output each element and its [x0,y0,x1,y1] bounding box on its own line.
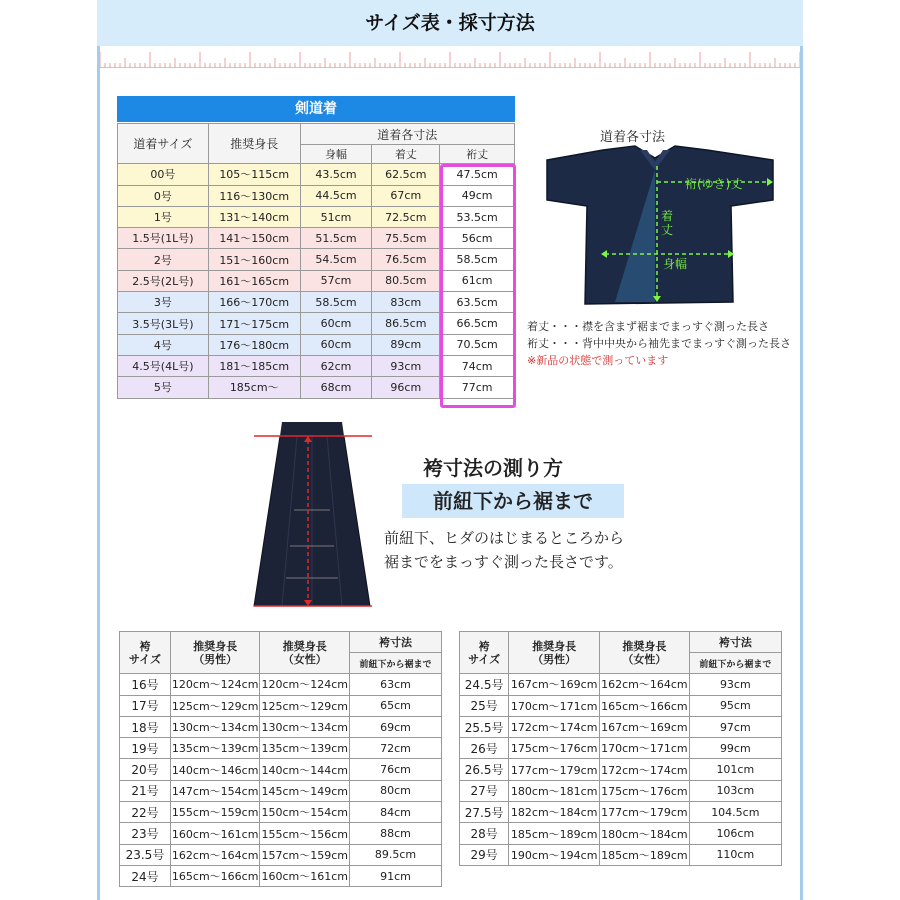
cell-size: 4号 [118,334,209,355]
cell-size: 26.5号 [460,759,509,780]
cell-male: 130cm～134cm [170,716,260,737]
keikogi-illustration [545,144,775,309]
hakama-heading: 袴寸法の測り方 [423,456,563,480]
cell-male: 162cm～164cm [170,844,260,865]
measurement-notes [527,318,791,369]
cell-size: 24.5号 [460,674,509,695]
table-row [118,355,515,376]
cell-hk: 101cm [689,759,781,780]
cell-hk: 104.5cm [689,802,781,823]
cell-male: 147cm～154cm [170,780,260,801]
ruler-ticks [100,46,800,68]
cell-male: 175cm～176cm [509,738,600,759]
table-row [460,823,782,844]
col-header-group: 道着各寸法 [300,124,514,145]
cell-length: 75.5cm [372,228,440,249]
table-row [120,865,442,886]
cell-width: 68cm [300,377,372,398]
col-header-hakama-length: 袴寸法 [349,632,441,653]
table-row [460,802,782,823]
cell-sleeve: 66.5cm [440,313,515,334]
table-row [118,206,515,227]
table-row [118,185,515,206]
hakama-desc-line-2: 裾までをまっすぐ測った長さです。 [384,553,623,571]
hakama-illustration [252,418,372,610]
cell-male: 125cm～129cm [170,695,260,716]
cell-hk: 91cm [349,865,441,886]
cell-size: 23号 [120,823,171,844]
sleeve-label: 裄(ゆき)丈 [685,177,743,191]
cell-width: 43.5cm [300,164,372,185]
table-row [460,674,782,695]
cell-male: 190cm～194cm [509,844,600,865]
keikogi-table-body [118,164,515,398]
cell-sleeve: 63.5cm [440,292,515,313]
cell-height: 141～150cm [208,228,300,249]
cell-length: 83cm [372,292,440,313]
table-row [120,716,442,737]
table-row [118,292,515,313]
cell-size: 0号 [118,185,209,206]
cell-female: 125cm～129cm [260,695,350,716]
cell-female: 135cm～139cm [260,738,350,759]
cell-male: 170cm～171cm [509,695,600,716]
cell-female: 165cm～166cm [600,695,690,716]
col-header-hakama-size: 袴 サイズ [120,632,171,674]
cell-length: 93cm [372,355,440,376]
cell-size: 22号 [120,802,171,823]
width-label: 身幅 [663,257,688,271]
cell-hk: 88cm [349,823,441,844]
cell-female: 140cm～144cm [260,759,350,780]
jacket-shape [547,146,773,304]
table-row [118,228,515,249]
cell-female: 180cm～184cm [600,823,690,844]
cell-length: 89cm [372,334,440,355]
note-sleeve: 裄丈・・・背中中央から袖先までまっすぐ測った長さ [527,337,791,350]
cell-height: 105～115cm [208,164,300,185]
cell-female: 160cm～161cm [260,865,350,886]
cell-sleeve: 74cm [440,355,515,376]
cell-size: 16号 [120,674,171,695]
cell-size: 3号 [118,292,209,313]
cell-height: 176～180cm [208,334,300,355]
cell-male: 160cm～161cm [170,823,260,844]
cell-male: 155cm～159cm [170,802,260,823]
cell-size: 5号 [118,377,209,398]
table-row [460,780,782,801]
col-header-sleeve: 裄丈 [440,145,515,164]
keikogi-size-table [117,123,515,399]
cell-size: 21号 [120,780,171,801]
cell-hk: 84cm [349,802,441,823]
hakama-waistband [280,422,344,436]
cell-size: 4.5号(4L号) [118,355,209,376]
cell-length: 76.5cm [372,249,440,270]
cell-size: 20号 [120,759,171,780]
cell-female: 120cm～124cm [260,674,350,695]
cell-width: 58.5cm [300,292,372,313]
cell-sleeve: 77cm [440,377,515,398]
length-label-2: 丈 [661,223,674,237]
cell-male: 185cm～189cm [509,823,600,844]
cell-male: 180cm～181cm [509,780,600,801]
table-row [460,759,782,780]
cell-size: 00号 [118,164,209,185]
ruler-decoration [100,46,800,68]
cell-length: 67cm [372,185,440,206]
cell-sleeve: 53.5cm [440,206,515,227]
cell-size: 28号 [460,823,509,844]
table-row [118,313,515,334]
cell-height: 161～165cm [208,270,300,291]
table-row [120,695,442,716]
table-row [118,334,515,355]
hakama-right-body [460,674,782,866]
cell-length: 62.5cm [372,164,440,185]
cell-size: 27号 [460,780,509,801]
cell-female: 155cm～156cm [260,823,350,844]
col-header-length: 着丈 [372,145,440,164]
cell-size: 29号 [460,844,509,865]
cell-male: 140cm～146cm [170,759,260,780]
cell-length: 80.5cm [372,270,440,291]
hakama-subheading: 前紐下から裾まで [402,484,624,518]
cell-hk: 93cm [689,674,781,695]
cell-female: 170cm～171cm [600,738,690,759]
table-row [120,802,442,823]
cell-width: 62cm [300,355,372,376]
cell-sleeve: 47.5cm [440,164,515,185]
cell-width: 44.5cm [300,185,372,206]
cell-width: 51.5cm [300,228,372,249]
cell-size: 26号 [460,738,509,759]
cell-size: 2.5号(2L号) [118,270,209,291]
cell-hk: 89.5cm [349,844,441,865]
cell-length: 86.5cm [372,313,440,334]
hakama-left-body [120,674,442,887]
cell-sleeve: 49cm [440,185,515,206]
table-row [118,249,515,270]
cell-hk: 80cm [349,780,441,801]
cell-size: 17号 [120,695,171,716]
col-subheader-hakama-length: 前紐下から裾まで [689,653,781,674]
table-row [118,164,515,185]
col-header-female: 推奨身長 （女性） [600,632,690,674]
cell-width: 60cm [300,334,372,355]
hakama-size-table-left [119,631,442,887]
cell-female: 162cm～164cm [600,674,690,695]
table-row [120,780,442,801]
cell-width: 60cm [300,313,372,334]
col-header-hakama-size: 袴 サイズ [460,632,509,674]
cell-size: 3.5号(3L号) [118,313,209,334]
cell-female: 157cm～159cm [260,844,350,865]
cell-male: 135cm～139cm [170,738,260,759]
cell-height: 181～185cm [208,355,300,376]
cell-hk: 76cm [349,759,441,780]
cell-male: 172cm～174cm [509,716,600,737]
cell-hk: 95cm [689,695,781,716]
cell-size: 24号 [120,865,171,886]
table-row [118,270,515,291]
jacket-caption: 道着各寸法 [600,130,666,145]
cell-sleeve: 70.5cm [440,334,515,355]
cell-size: 1.5号(1L号) [118,228,209,249]
note-length: 着丈・・・襟を含まず裾までまっすぐ測った長さ [527,320,769,333]
cell-size: 19号 [120,738,171,759]
cell-length: 72.5cm [372,206,440,227]
cell-hk: 110cm [689,844,781,865]
cell-width: 54.5cm [300,249,372,270]
table-row [118,377,515,398]
cell-hk: 69cm [349,716,441,737]
page-title: サイズ表・採寸方法 [97,0,803,46]
cell-female: 177cm～179cm [600,802,690,823]
cell-length: 96cm [372,377,440,398]
cell-hk: 63cm [349,674,441,695]
cell-hk: 99cm [689,738,781,759]
hakama-desc-line-1: 前紐下、ヒダのはじまるところから [384,529,625,547]
cell-height: 166～170cm [208,292,300,313]
cell-sleeve: 61cm [440,270,515,291]
cell-hk: 65cm [349,695,441,716]
col-header-height: 推奨身長 [208,124,300,164]
cell-sleeve: 58.5cm [440,249,515,270]
table-row [460,738,782,759]
cell-hk: 72cm [349,738,441,759]
cell-female: 150cm～154cm [260,802,350,823]
col-header-size: 道着サイズ [118,124,209,164]
cell-female: 172cm～174cm [600,759,690,780]
cell-male: 177cm～179cm [509,759,600,780]
cell-hk: 106cm [689,823,781,844]
table-row [120,759,442,780]
cell-size: 27.5号 [460,802,509,823]
hakama-size-table-right [459,631,782,866]
cell-height: 185cm～ [208,377,300,398]
table-row [120,823,442,844]
cell-size: 25.5号 [460,716,509,737]
table-row [460,716,782,737]
cell-height: 131～140cm [208,206,300,227]
table-row [120,738,442,759]
col-subheader-hakama-length: 前紐下から裾まで [349,653,441,674]
keikogi-heading: 剣道着 [117,96,515,122]
cell-sleeve: 56cm [440,228,515,249]
cell-male: 165cm～166cm [170,865,260,886]
cell-male: 167cm～169cm [509,674,600,695]
cell-female: 145cm～149cm [260,780,350,801]
cell-height: 116～130cm [208,185,300,206]
cell-width: 57cm [300,270,372,291]
cell-height: 151～160cm [208,249,300,270]
length-label-1: 着 [661,209,674,223]
cell-size: 23.5号 [120,844,171,865]
col-header-male: 推奨身長 （男性） [170,632,260,674]
cell-size: 25号 [460,695,509,716]
cell-female: 130cm～134cm [260,716,350,737]
cell-hk: 97cm [689,716,781,737]
cell-size: 2号 [118,249,209,270]
cell-height: 171～175cm [208,313,300,334]
col-header-width: 身幅 [300,145,372,164]
cell-female: 175cm～176cm [600,780,690,801]
cell-size: 1号 [118,206,209,227]
col-header-female: 推奨身長 （女性） [260,632,350,674]
table-row [120,674,442,695]
table-row [460,695,782,716]
col-header-male: 推奨身長 （男性） [509,632,600,674]
cell-female: 185cm～189cm [600,844,690,865]
cell-width: 51cm [300,206,372,227]
cell-male: 182cm～184cm [509,802,600,823]
note-new-condition: ※新品の状態で測っています [527,354,669,367]
cell-hk: 103cm [689,780,781,801]
col-header-hakama-length: 袴寸法 [689,632,781,653]
table-row [460,844,782,865]
cell-size: 18号 [120,716,171,737]
cell-male: 120cm～124cm [170,674,260,695]
hakama-description [384,526,624,574]
cell-female: 167cm～169cm [600,716,690,737]
table-row [120,844,442,865]
